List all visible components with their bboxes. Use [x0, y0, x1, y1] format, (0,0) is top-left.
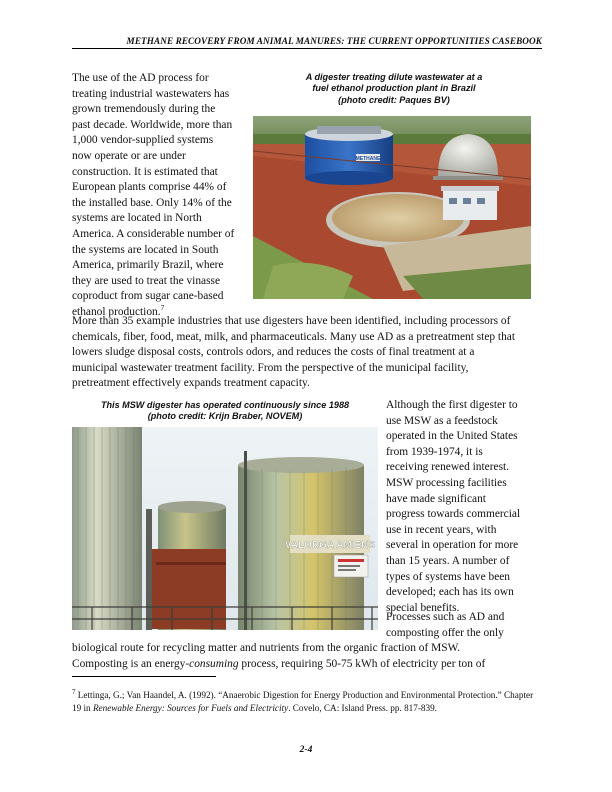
para1-line: treating industrial wastewaters has [72, 87, 230, 100]
figure1-tank-label: METHANE [355, 156, 381, 162]
para3-line: progress towards commercial [386, 508, 521, 521]
para4-line: Processes such as AD and [386, 611, 505, 623]
para4-line: Composting is an energy-consuming process, requiring 50-75 kWh of electricity per ton of [72, 657, 486, 670]
figure1-caption-line: (photo credit: Paques BV) [338, 94, 450, 105]
footnote-book-title: Renewable Energy: Sources for Fuels and Electricity [92, 702, 289, 713]
para1-line: America, primarily Brazil, where [72, 259, 224, 272]
header-rule [72, 48, 542, 49]
para3-line: receiving renewed interest. [386, 461, 510, 474]
footnote-text: Lettinga, G.; Van Haandel, A. (1992). “Anaerobic Digestion for Energy Production and Environmental Protection.” Chapter 19 in [72, 690, 534, 713]
para3-line: use in recent years, with [386, 523, 497, 536]
para2-line: More than 35 example industries that use digesters have been identified, including processors of [72, 315, 511, 327]
para3-line: from 1939-1974, it is [386, 445, 483, 458]
para2-line: lowers sludge disposal costs, controls odors, and reduces the costs of final treatment at a [72, 346, 475, 359]
para3-line: operated in the United States [386, 430, 518, 443]
footnote-number: 7 [72, 688, 76, 696]
para2-line: chemicals, fiber, food, meat, milk, and pharmaceuticals. Many use AD as a pretreatment step that [72, 330, 515, 343]
figure1-caption-line: A digester treating dilute wastewater at a [305, 72, 483, 82]
para3-line: Although the first digester to [386, 399, 518, 411]
para3-line: several in operation for more [386, 539, 519, 552]
figure2-caption [72, 400, 378, 423]
para2-line: pretreatment effectively expands treatment capacity. [72, 377, 310, 390]
para1-line: The use of the AD process for [72, 72, 209, 84]
para1-line: now operate or are under [72, 149, 186, 162]
figure1-caption-line: fuel ethanol production plant in Brazil [312, 83, 476, 94]
figure2-tank-label: VALORGA AMIENS [284, 540, 376, 551]
para1-line: grown tremendously during the [72, 103, 216, 116]
figure1-photo-ethanol-digester [253, 116, 531, 299]
para1-line: the systems are located in South [72, 243, 219, 256]
para3-line: have made significant [386, 492, 486, 505]
figure2-caption-line: (photo credit: Krijn Braber, NOVEM) [147, 411, 303, 422]
para3-line: special benefits. [386, 601, 460, 614]
footnote-text-end: . Covelo, CA: Island Press. pp. 817-839. [288, 702, 437, 713]
para4-line: composting offer the only [386, 626, 504, 639]
para3-line: types of systems have been [386, 570, 511, 583]
para3-line: use MSW as a feedstock [386, 414, 498, 427]
figure2-photo-illustration [72, 427, 378, 630]
footnote-ref: 7 [160, 303, 165, 313]
footnote [72, 686, 542, 714]
para4-line: biological route for recycling matter and nutrients from the organic fraction of MSW. [72, 642, 461, 654]
figure2-photo-msw-digester [72, 427, 378, 630]
para3-line: developed; each has its own [386, 586, 514, 599]
figure2-caption-line: This MSW digester has operated continuously since 1988 [100, 400, 350, 410]
para3-line: than 15 years. A number of [386, 554, 510, 567]
para1-line: past decade. Worldwide, more than [72, 118, 233, 131]
figure1-photo-illustration [253, 116, 531, 299]
msw-paragraph [386, 398, 546, 616]
para1-line: coproduct from sugar cane-based [72, 290, 224, 303]
para1-line: America. A considerable number of [72, 227, 235, 240]
para1-line: systems are located in North [72, 212, 202, 225]
page-number: 2-4 [299, 745, 313, 755]
para1-line: European plants comprise 44% of [72, 181, 227, 194]
para1-line: construction. It is estimated that [72, 165, 218, 178]
para1-line: 1,000 vendor-supplied systems [72, 134, 214, 147]
composting-paragraph-start [386, 610, 546, 641]
figure1-caption [254, 72, 534, 106]
footnote-rule [72, 676, 216, 677]
intro-paragraph [72, 71, 252, 321]
emphasis-consuming: consuming [189, 657, 239, 670]
para3-line: MSW processing facilities [386, 476, 507, 489]
composting-paragraph-continued [72, 641, 544, 672]
para1-line: ethanol production.$^7$ [72, 303, 165, 318]
para1-line: the installed base. Only 14% of the [72, 196, 232, 209]
para2-line: municipal wastewater treatment facility. From the perspective of the municipal facility, [72, 361, 469, 374]
running-header: METHANE RECOVERY FROM ANIMAL MANURES: THE CURRENT OPPORTUNITIES CASEBOOK [126, 36, 542, 46]
industries-paragraph [72, 314, 544, 392]
para1-line: they are used to treat the vinasse [72, 274, 221, 287]
